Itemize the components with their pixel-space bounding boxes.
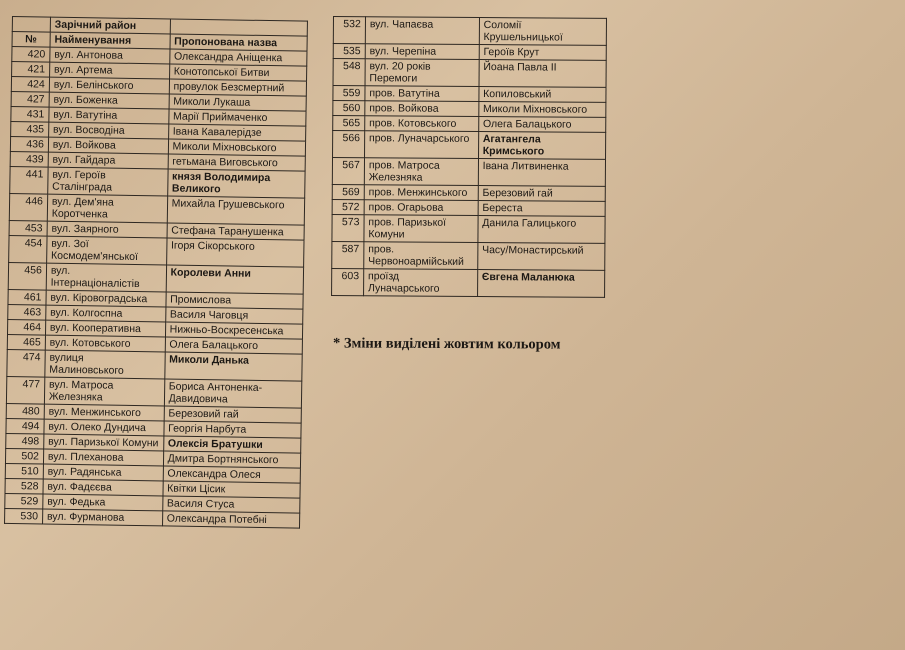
current-street-name: вул. Героїв Сталінграда	[48, 167, 168, 196]
proposed-street-name: Олега Балацького	[478, 117, 605, 133]
proposed-street-name: Олександра Аніщенка	[169, 49, 307, 66]
current-street-name: вул. Паризької Комуни	[44, 434, 164, 451]
header-number: №	[12, 32, 50, 48]
current-street-name: вул. Кіровоградська	[46, 290, 166, 307]
proposed-street-name: Березовий гай	[478, 186, 605, 202]
row-number: 532	[333, 17, 365, 44]
current-street-name: пров. Менжинського	[364, 185, 478, 201]
current-street-name: вул. Радянська	[43, 464, 163, 481]
current-street-name: вул. Менжинського	[44, 404, 164, 421]
proposed-street-name: Миколи Данька	[164, 352, 302, 381]
proposed-street-name: Олега Балацького	[165, 337, 303, 354]
proposed-street-name: провулок Безсмертний	[169, 79, 307, 96]
proposed-street-name: Ігоря Сікорського	[166, 238, 304, 267]
table-row	[332, 268, 605, 297]
proposed-street-name: Івана Литвиненка	[478, 159, 605, 187]
proposed-street-name: Івана Кавалерідзе	[168, 124, 306, 141]
current-street-name: пров. Паризької Комуни	[364, 215, 478, 243]
row-number: 435	[11, 121, 49, 137]
row-number: 510	[5, 463, 43, 479]
row-number: 441	[10, 166, 48, 194]
changes-note: * Зміни виділені жовтим кольором	[332, 335, 561, 353]
row-number: 463	[8, 304, 46, 320]
row-number: 535	[333, 44, 365, 59]
row-number: 528	[5, 478, 43, 494]
row-number: 465	[7, 334, 45, 350]
current-street-name: вул. Восводіна	[48, 122, 168, 139]
current-street-name: вул. Фадєєва	[43, 479, 163, 496]
table-row	[333, 131, 606, 160]
current-street-name: вул. Федька	[43, 494, 163, 511]
row-number: 494	[6, 418, 44, 434]
district-title: Зарічний район	[50, 17, 170, 34]
current-street-name: вул. Матроса Железняка	[44, 377, 164, 406]
current-street-name: пров. Червоноармійський	[364, 242, 478, 270]
proposed-street-name: Героїв Крут	[479, 45, 606, 61]
proposed-street-name: Береста	[478, 201, 605, 217]
current-street-name: вул. Плеханова	[43, 449, 163, 466]
proposed-street-name: Олексія Братушки	[163, 436, 301, 453]
row-number: 464	[7, 319, 45, 335]
proposed-street-name: Агатангела Кримського	[478, 132, 605, 160]
proposed-street-name: Квітки Цісик	[163, 481, 301, 498]
current-street-name: вул. 20 років Перемоги	[365, 59, 479, 87]
row-number: 529	[5, 493, 43, 509]
row-number: 477	[6, 376, 44, 404]
row-number: 456	[8, 262, 46, 290]
current-street-name: вулиця Малиновського	[45, 350, 165, 379]
row-number: 461	[8, 289, 46, 305]
current-street-name: вул. Фурманова	[42, 509, 162, 526]
current-street-name: вул. Черепіна	[365, 44, 479, 60]
row-number: 560	[333, 101, 365, 116]
street-rename-table-right	[331, 16, 607, 298]
right-table-body	[332, 17, 607, 298]
current-street-name: пров. Котовського	[365, 116, 479, 132]
proposed-street-name: Євгена Маланюка	[477, 270, 604, 298]
proposed-street-name: гетьмана Виговського	[168, 154, 306, 171]
row-number: 453	[9, 220, 47, 236]
current-street-name: вул. Інтернаціоналістів	[46, 263, 166, 292]
left-table-body	[5, 47, 307, 529]
current-street-name: пров. Луначарського	[364, 131, 478, 159]
row-number: 439	[10, 151, 48, 167]
row-number: 572	[332, 199, 364, 214]
proposed-street-name: Михайла Грушевського	[167, 196, 305, 225]
current-street-name: вул. Чапаєва	[365, 17, 479, 45]
proposed-street-name: князя Володимира Великого	[167, 169, 305, 198]
table-row	[332, 241, 605, 270]
table-row	[5, 508, 300, 528]
header-proposed: Пропонована назва	[170, 34, 308, 51]
current-street-name: вул. Войкова	[48, 137, 168, 154]
proposed-street-name: Копиловський	[479, 87, 606, 103]
proposed-street-name: Олександра Потебні	[162, 511, 300, 528]
row-number: 480	[6, 403, 44, 419]
proposed-street-name: Миколи Лукаша	[169, 94, 307, 111]
current-street-name: вул. Зої Космодем'янської	[46, 236, 166, 265]
table-row	[333, 17, 606, 46]
proposed-street-name: Василя Стуса	[162, 496, 300, 513]
current-street-name: вул. Ватутіна	[49, 107, 169, 124]
row-number: 559	[333, 86, 365, 101]
current-street-name: вул. Артема	[49, 62, 169, 79]
proposed-street-name: Бориса Антоненка-Давидовича	[164, 379, 302, 408]
current-street-name: вул. Дем'яна Коротченка	[47, 194, 167, 223]
street-rename-table-left	[4, 16, 308, 529]
row-number: 420	[12, 47, 50, 63]
current-street-name: вул. Заярного	[47, 221, 167, 238]
proposed-street-name: Марії Приймаченко	[168, 109, 306, 126]
row-number: 569	[332, 184, 364, 199]
row-number: 427	[11, 91, 49, 107]
proposed-street-name: Березовий гай	[164, 406, 302, 423]
table-row	[332, 158, 605, 187]
header-name: Найменування	[50, 32, 170, 49]
proposed-street-name: Королеви Анни	[166, 265, 304, 294]
current-street-name: пров. Войкова	[365, 101, 479, 117]
current-street-name: вул. Кооперативна	[45, 320, 165, 337]
row-number: 567	[332, 158, 364, 185]
row-number: 502	[5, 448, 43, 464]
table-row	[333, 59, 606, 88]
proposed-street-name: Часу/Монастирський	[477, 243, 604, 271]
proposed-street-name: Соломії Крушельницької	[479, 18, 606, 46]
proposed-street-name: Данила Галицького	[478, 216, 605, 244]
proposed-street-name: Нижньо-Воскресенська	[165, 322, 303, 339]
current-street-name: вул. Гайдара	[48, 152, 168, 169]
row-number: 548	[333, 59, 365, 86]
row-number: 498	[6, 433, 44, 449]
row-number: 474	[7, 349, 45, 377]
proposed-street-name: Стефана Таранушенка	[167, 223, 305, 240]
current-street-name: вул. Антонова	[50, 47, 170, 64]
row-number: 424	[11, 77, 49, 93]
current-street-name: пров. Матроса Железняка	[364, 158, 478, 186]
current-street-name: пров. Огарьова	[364, 200, 478, 216]
proposed-street-name: Дмитра Бортнянського	[163, 451, 301, 468]
current-street-name: вул. Котовського	[45, 335, 165, 352]
current-street-name: проїзд Луначарського	[363, 269, 477, 297]
proposed-street-name: Миколи Міхновського	[479, 102, 606, 118]
row-number: 565	[333, 116, 365, 131]
current-street-name: вул. Колгоспна	[46, 305, 166, 322]
row-number: 573	[332, 214, 364, 241]
row-number: 436	[10, 136, 48, 152]
row-number: 530	[5, 508, 43, 524]
row-number: 421	[12, 62, 50, 78]
district-spacer	[12, 17, 50, 33]
proposed-street-name: Василя Чаговця	[165, 307, 303, 324]
proposed-street-name: Конотопської Битви	[169, 64, 307, 81]
current-street-name: вул. Боженка	[49, 92, 169, 109]
current-street-name: вул. Белінського	[49, 77, 169, 94]
row-number: 587	[332, 241, 364, 268]
current-street-name: пров. Ватутіна	[365, 86, 479, 102]
row-number: 603	[332, 268, 364, 295]
row-number: 566	[333, 131, 365, 158]
row-number: 446	[9, 193, 47, 221]
proposed-street-name: Миколи Міхновського	[168, 139, 306, 156]
proposed-street-name: Георгія Нарбута	[164, 421, 302, 438]
row-number: 431	[11, 106, 49, 122]
proposed-street-name: Промислова	[166, 292, 304, 309]
row-number: 454	[9, 235, 47, 263]
proposed-street-name: Олександра Олеся	[163, 466, 301, 483]
current-street-name: вул. Олеко Дундича	[44, 419, 164, 436]
table-row	[332, 214, 605, 243]
proposed-street-name: Йоана Павла ІІ	[479, 60, 606, 88]
